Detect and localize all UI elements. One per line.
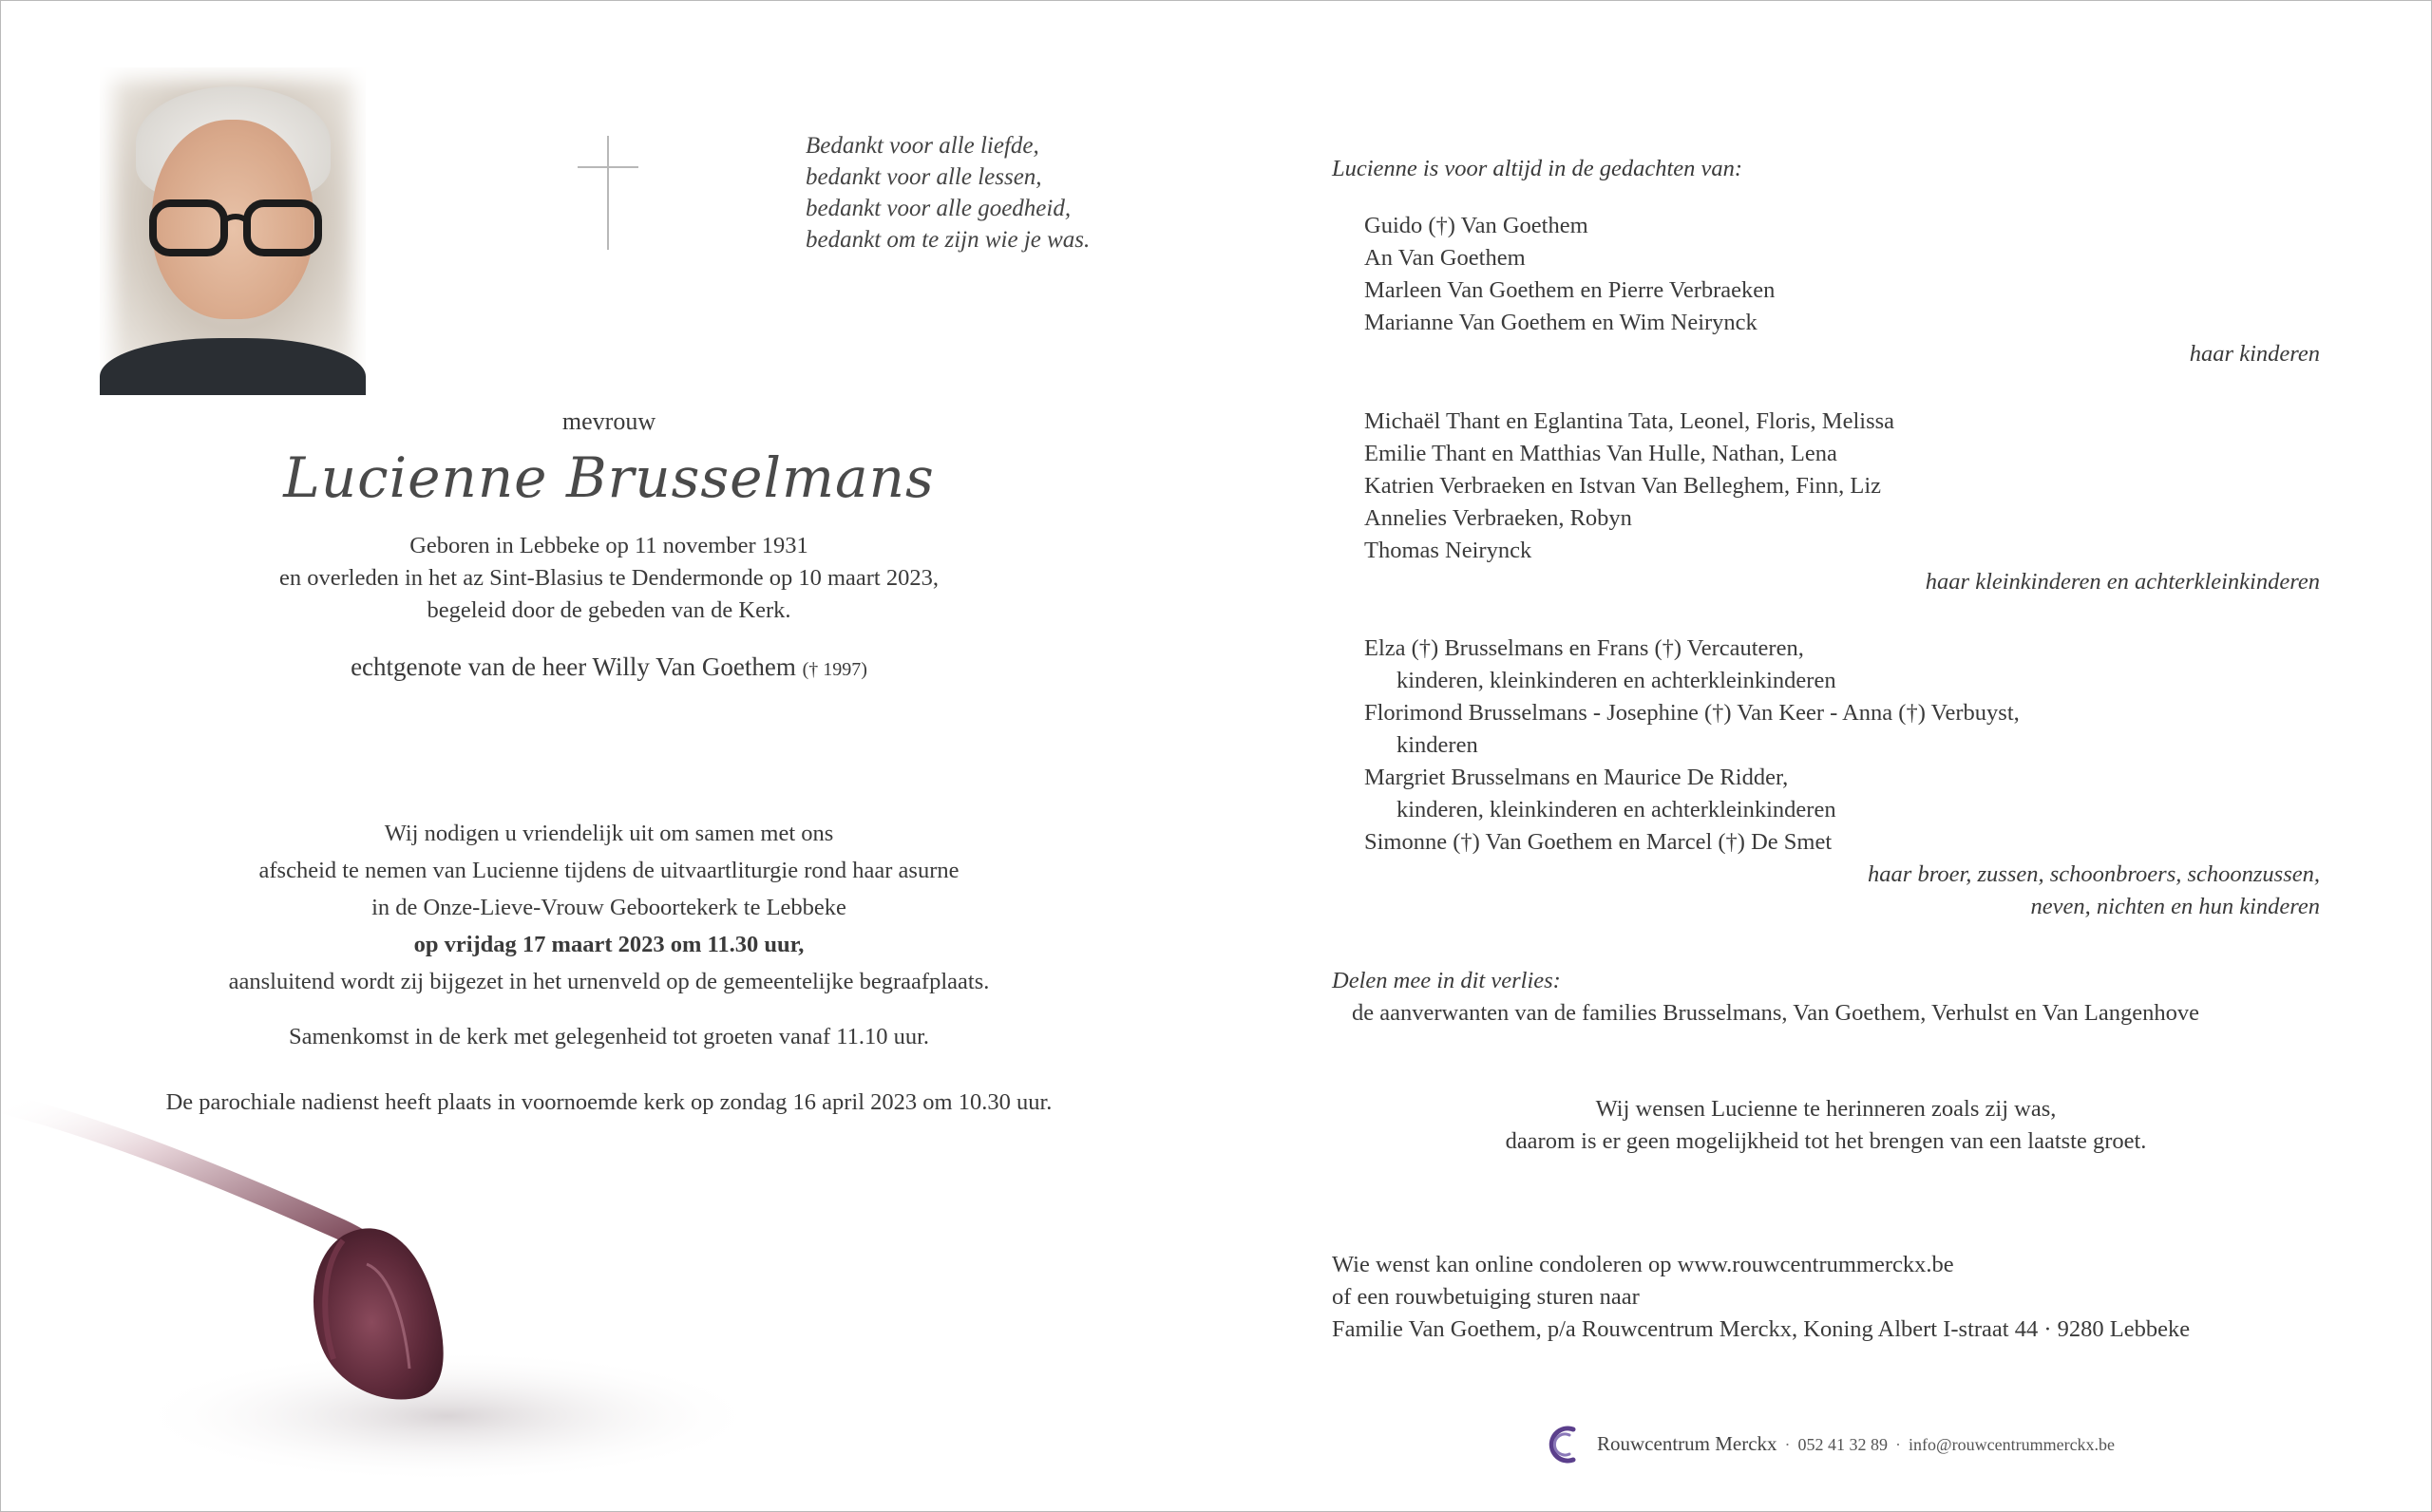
footer-email[interactable]: info@rouwcentrummerckx.be xyxy=(1909,1435,2116,1454)
honorific: mevrouw xyxy=(561,407,656,435)
portrait-photo xyxy=(100,67,366,395)
invite-line: in de Onze-Lieve-Vrouw Geboortekerk te Lebbeke xyxy=(371,895,846,920)
birth-line: Geboren in Lebbeke op 11 november 1931 xyxy=(409,533,808,558)
list-item: Emilie Thant en Matthias Van Hulle, Nathan, Lena xyxy=(1364,441,1837,466)
list-item: Margriet Brusselmans en Maurice De Ridder, xyxy=(1364,765,1789,790)
list-item: Michaël Thant en Eglantina Tata, Leonel, Floris, Melissa xyxy=(1364,408,1895,434)
funeral-home-logo-icon xyxy=(1545,1424,1586,1465)
condolence-line: Wie wenst kan online condoleren op www.rouwcentrummerckx.be xyxy=(1332,1252,1954,1277)
quote-line: bedankt voor alle goedheid, xyxy=(806,196,1072,221)
quote-line: bedankt om te zijn wie je was. xyxy=(806,227,1091,253)
glasses-icon xyxy=(145,196,326,262)
grandchildren-list xyxy=(1364,406,1894,567)
list-item: kinderen, kleinkinderen en achterkleinkinderen xyxy=(1396,668,1836,693)
spouse-text: echtgenote van de heer Willy Van Goethem xyxy=(351,652,796,681)
list-item: Elza (†) Brusselmans en Frans (†) Vercauteren, xyxy=(1364,635,1804,661)
portrait-clothing xyxy=(100,338,366,395)
share-intro: Delen mee in dit verlies: xyxy=(1332,968,1561,993)
siblings-label: haar broer, zussen, schoonbroers, schoonzussen, xyxy=(1868,861,2320,887)
funeral-date: op vrijdag 17 maart 2023 om 11.30 uur, xyxy=(413,932,805,957)
invite-line: aansluitend wordt zij bijgezet in het urnenveld op de gemeentelijke begraafplaats. xyxy=(228,969,990,994)
list-item: Annelies Verbraeken, Robyn xyxy=(1364,505,1632,531)
grandchildren-label: haar kleinkinderen en achterkleinkinderen xyxy=(1925,569,2320,595)
list-item: Marianne Van Goethem en Wim Neirynck xyxy=(1364,310,1758,335)
deceased-name: Lucienne Brusselmans xyxy=(283,445,935,510)
quote-line: Bedankt voor alle liefde, xyxy=(806,133,1039,159)
wishes xyxy=(1332,1093,2320,1158)
siblings-list xyxy=(1364,633,2020,859)
family-intro: Lucienne is voor altijd in de gedachten van: xyxy=(1332,156,1743,181)
list-item: Thomas Neirynck xyxy=(1364,538,1532,563)
spouse-death: († 1997) xyxy=(802,659,867,680)
footer-brand: Rouwcentrum Merckx xyxy=(1597,1432,1777,1455)
invite-line: Wij nodigen u vriendelijk uit om samen met ons xyxy=(384,821,834,846)
siblings-label-2: neven, nichten en hun kinderen xyxy=(2030,894,2320,919)
service-line: De parochiale nadienst heeft plaats in voornoemde kerk op zondag 16 april 2023 om 10.30 uur. xyxy=(165,1089,1053,1115)
children-label: haar kinderen xyxy=(2189,341,2320,367)
wishes-line: daarom is er geen mogelijkheid tot het brengen van een laatste groet. xyxy=(1505,1128,2147,1154)
list-item: kinderen, kleinkinderen en achterkleinkinderen xyxy=(1396,797,1836,822)
list-item: Marleen Van Goethem en Pierre Verbraeken xyxy=(1364,277,1776,303)
list-item: Katrien Verbraeken en Istvan Van Belleghem, Finn, Liz xyxy=(1364,473,1882,499)
list-item: kinderen xyxy=(1396,732,1478,758)
footer-phone: 052 41 32 89 xyxy=(1797,1435,1889,1454)
list-item: An Van Goethem xyxy=(1364,245,1526,271)
quote xyxy=(806,130,1090,255)
funeral-invitation xyxy=(1,815,1217,1000)
calla-lily-image xyxy=(1,1046,742,1511)
condolence-line: of een rouwbetuiging sturen naar xyxy=(1332,1284,1640,1310)
invite-line: afscheid te nemen van Lucienne tijdens de uitvaartliturgie rond haar asurne xyxy=(258,858,960,883)
condolences xyxy=(1332,1249,2190,1346)
list-item: Simonne (†) Van Goethem en Marcel (†) De Smet xyxy=(1364,829,1833,855)
condolence-address: Familie Van Goethem, p/a Rouwcentrum Merckx, Koning Albert I-straat 44 · 9280 Lebbeke xyxy=(1332,1316,2191,1342)
life-details xyxy=(1,530,1217,627)
footer-separator: · xyxy=(1784,1435,1791,1454)
footer-separator: · xyxy=(1895,1435,1902,1454)
footer xyxy=(1597,1432,2115,1456)
church-line: begeleid door de gebeden van de Kerk. xyxy=(427,597,791,623)
death-line: en overleden in het az Sint-Blasius te Dendermonde op 10 maart 2023, xyxy=(279,565,939,591)
list-item: Florimond Brusselmans - Josephine (†) Van Keer - Anna (†) Verbuyst, xyxy=(1364,700,2020,726)
wishes-line: Wij wensen Lucienne te herinneren zoals zij was, xyxy=(1595,1096,2057,1122)
share-text: de aanverwanten van de families Brusselmans, Van Goethem, Verhulst en Van Langenhove xyxy=(1352,1000,2199,1026)
cross-icon xyxy=(578,136,638,250)
spouse-line xyxy=(1,652,1217,682)
list-item: Guido (†) Van Goethem xyxy=(1364,213,1588,238)
children-list xyxy=(1364,210,1775,339)
gathering-line: Samenkomst in de kerk met gelegenheid tot groeten vanaf 11.10 uur. xyxy=(288,1024,930,1049)
quote-line: bedankt voor alle lessen, xyxy=(806,164,1042,190)
